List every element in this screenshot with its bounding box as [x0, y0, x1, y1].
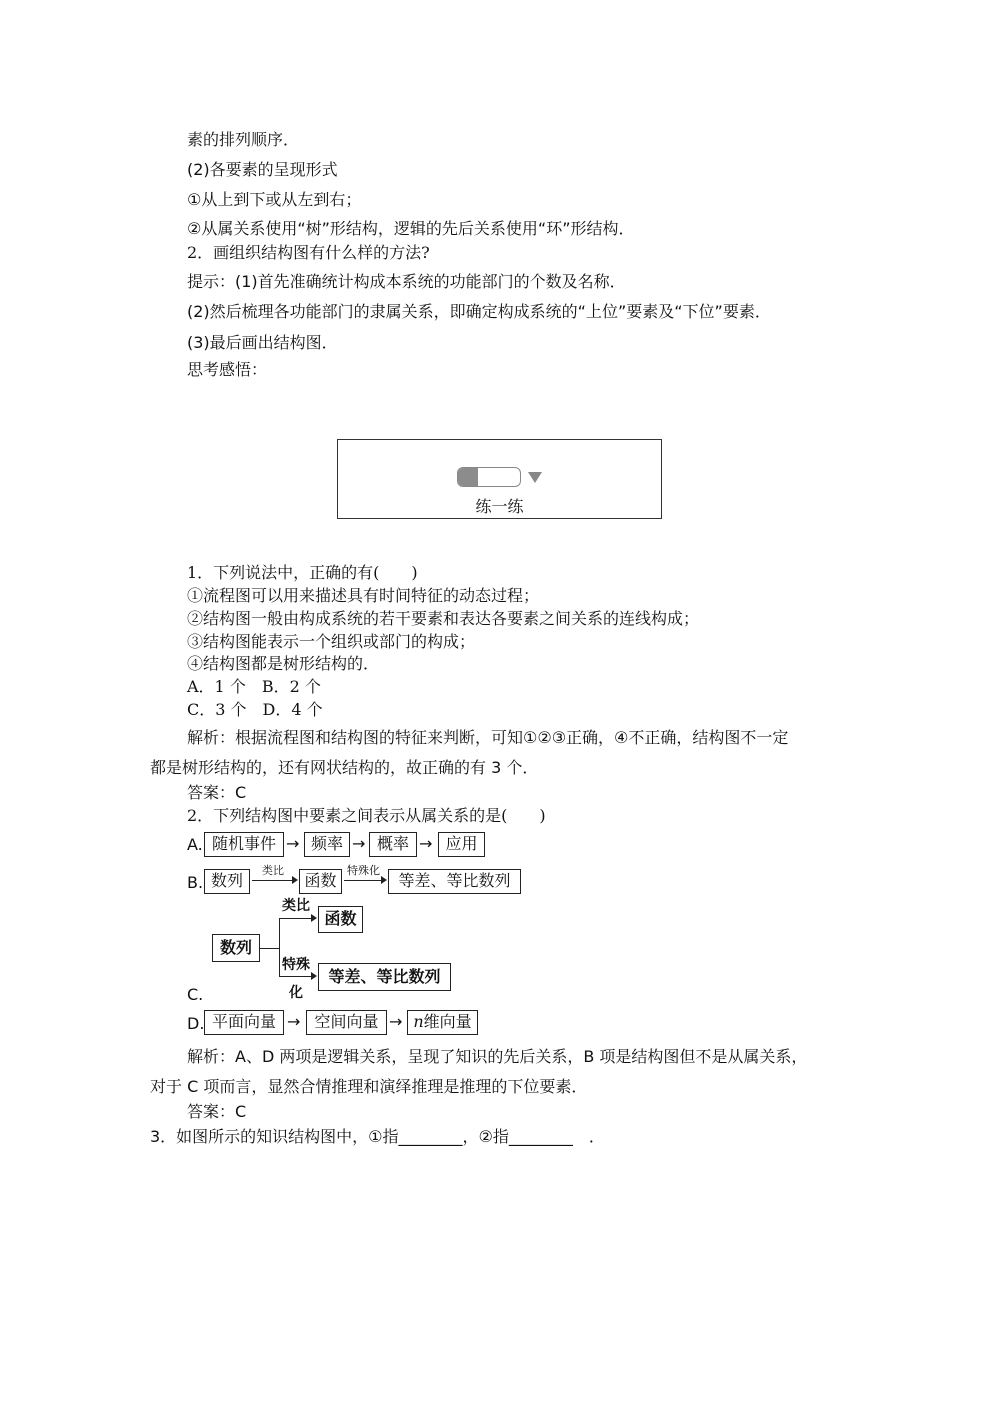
arrowhead-icon [381, 876, 387, 884]
option-b-label: B. [187, 873, 204, 892]
diagram-box: 数列 [204, 869, 250, 894]
answer-line: 答案：C [187, 783, 247, 802]
options-cd: C．3 个 D．4 个 [187, 700, 323, 719]
connector-line [279, 918, 280, 976]
option-c-label: C. [187, 985, 204, 1004]
diagram-box: 空间向量 [306, 1010, 387, 1035]
arrow-icon: → [419, 834, 433, 853]
text-line: ①从上到下或从左到右； [187, 190, 362, 209]
variable-n: n [413, 1012, 424, 1031]
connector-line [279, 918, 313, 919]
statement-2: ②结构图一般由构成系统的若干要素和表达各要素之间关系的连线构成； [187, 609, 700, 628]
diagram-box: 等差、等比数列 [318, 963, 451, 991]
text-line: (3)最后画出结构图． [187, 333, 338, 352]
triangle-down-icon [528, 472, 542, 483]
diagram-box: 数列 [212, 934, 260, 962]
arrowhead-icon [292, 876, 298, 884]
statement-1: ①流程图可以用来描述具有时间特征的动态过程； [187, 586, 540, 605]
toggle-icon [457, 467, 521, 487]
arrowhead-icon [311, 972, 317, 980]
diagram-box: 平面向量 [204, 1010, 284, 1035]
arrow-label: 类比 [262, 864, 284, 877]
analysis-line: 解析：A、D 两项是逻辑关系，呈现了知识的先后关系，B 项是结构图但不是从属关系， [187, 1047, 808, 1066]
branch-label: 化 [289, 985, 303, 1001]
answer-line: 答案：C [187, 1102, 247, 1121]
option-d-label: D. [187, 1014, 205, 1033]
diagram-box: 函数 [299, 869, 342, 894]
hint-line: 提示：(1)首先准确统计构成本系统的功能部门的个数及名称． [187, 272, 626, 291]
connector-line [279, 976, 313, 977]
box-text: 维向量 [423, 1012, 472, 1031]
diagram-box: 随机事件 [204, 832, 284, 857]
diagram-box: 应用 [438, 832, 485, 857]
arrow-line [344, 880, 383, 881]
arrow-icon: → [389, 1012, 403, 1031]
reflection-label: 思考感悟： [187, 360, 268, 379]
statement-3: ③结构图能表示一个组织或部门的构成； [187, 632, 476, 651]
arrow-line [252, 880, 294, 881]
text-line: ②从属关系使用“树”形结构，逻辑的先后关系使用“环”形结构． [187, 219, 635, 238]
options-ab: A．1 个 B．2 个 [187, 677, 321, 696]
text-line: (2)各要素的呈现形式 [187, 160, 338, 179]
arrowhead-icon [311, 914, 317, 922]
analysis-line: 解析：根据流程图和结构图的特征来判断，可知①②③正确，④不正确，结构图不一定 [187, 728, 789, 747]
practice-section-box [337, 439, 662, 519]
question-3-stem: 3．如图所示的知识结构图中，①指________，②指________ ． [150, 1127, 605, 1146]
diagram-box: 等差、等比数列 [388, 869, 521, 894]
question-1-stem: 1．下列说法中，正确的有( ) [187, 563, 418, 582]
analysis-line: 对于 C 项而言，显然合情推理和演绎推理是推理的下位要素． [150, 1077, 588, 1096]
arrow-label: 特殊化 [347, 864, 380, 877]
branch-label: 特殊 [282, 957, 310, 973]
question-2-stem: 2．下列结构图中要素之间表示从属关系的是( ) [187, 806, 546, 825]
practice-label: 练一练 [475, 497, 524, 516]
question-2-heading: 2．画组织结构图有什么样的方法? [187, 243, 430, 262]
statement-4: ④结构图都是树形结构的． [187, 654, 380, 673]
connector-line [260, 948, 280, 949]
text-line: (2)然后梳理各功能部门的隶属关系，即确定构成系统的“上位”要素及“下位”要素． [187, 302, 771, 321]
diagram-box: 概率 [369, 832, 417, 857]
diagram-box: 频率 [304, 832, 350, 857]
analysis-line: 都是树形结构的，还有网状结构的，故正确的有 3 个． [150, 758, 539, 777]
arrow-icon: → [286, 834, 300, 853]
arrow-icon: → [352, 834, 366, 853]
text-line: 素的排列顺序． [187, 130, 300, 149]
option-a-label: A. [187, 835, 203, 854]
arrow-icon: → [287, 1012, 301, 1031]
branch-label: 类比 [282, 898, 310, 914]
diagram-box [407, 1010, 478, 1035]
diagram-box: 函数 [318, 906, 363, 933]
